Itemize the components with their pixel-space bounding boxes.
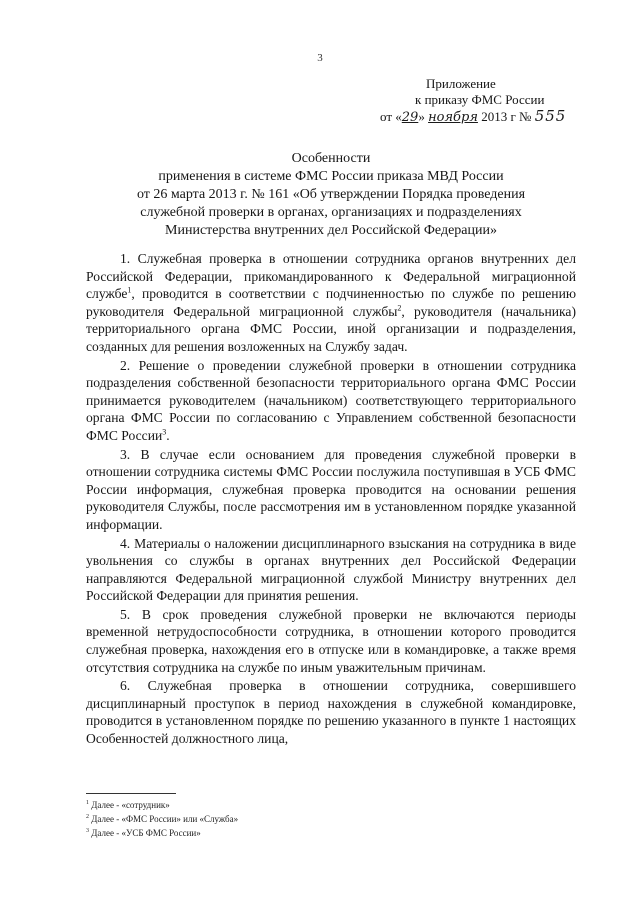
paragraph-text: 1. Служебная проверка в отношении сотрудника органов внутренних дел Российской Федерации, прикомандированного к Федеральной миграционной службе: [86, 251, 576, 302]
date-separator: »: [418, 109, 425, 124]
page-number: 3: [317, 52, 323, 64]
handwritten-month: ноября: [428, 110, 478, 125]
title-line: Министерства внутренних дел Российской Федерации»: [165, 223, 497, 238]
paragraph-text: 5. В срок проведения служебной проверки не включаются периоды временной нетрудоспособности сотрудника, в отношении которого проводится служебная проверка, нахождения его в отпуске или в командировке, а также время отсутствия сотрудника на службе по иным уважительным причинам.: [86, 606, 576, 675]
title-line: служебной проверки в органах, организациях и подразделениях: [140, 205, 522, 220]
paragraph-text: , руководителя (начальника) территориального органа ФМС России, иной организации и подразделения, созданных для решения возложенных на Службу задач.: [86, 303, 576, 354]
paragraph-5: [86, 606, 576, 676]
paragraph-4: [86, 535, 576, 605]
paragraph-text: 3. В случае если основанием для проведения служебной проверки в отношении сотрудника системы ФМС России послужила поступившая в УСБ ФМС России информация, служебная проверка проводится на основании решения руководителя Службы, после рассмотрения им в установленном порядке указанной информации.: [86, 446, 576, 532]
handwritten-day: 29: [401, 110, 419, 125]
appendix-date-line: [380, 108, 600, 126]
paragraph-6: [86, 677, 576, 747]
appendix-header: [380, 76, 600, 126]
footnote-text: Далее - «ФМС России» или «Служба»: [91, 814, 239, 824]
footnote-ref: 3: [162, 427, 167, 437]
footnote-divider: [86, 793, 176, 794]
paragraph-text: 2. Решение о проведении служебной проверки в отношении сотрудника подразделения собственной безопасности территориального органа ФМС России принимается руководителем (начальником) соответствующего территориального органа ФМС России по согласованию с Управлением собственной безопасности ФМС России: [86, 357, 576, 443]
footnote-2: [86, 811, 386, 825]
document-title: [86, 150, 576, 240]
appendix-order-ref: к приказу ФМС России: [415, 92, 545, 107]
footnote-text: Далее - «сотрудник»: [91, 800, 170, 810]
paragraph-text: 4. Материалы о наложении дисциплинарного взыскания на сотрудника в виде увольнения со службы в органах внутренних дел Российской Федерации направляются Федеральной миграционной службой Министру внутренних дел Российской Федерации для принятия решения.: [86, 535, 576, 604]
paragraph-text: 6. Служебная проверка в отношении сотрудника, совершившего дисциплинарный проступок в период нахождения в служебной командировке, проводится в установленном порядке по решению указанного в пункте 1 настоящих Особенностей должностного лица,: [86, 678, 576, 747]
paragraph-text: , проводится в соответствии с подчиненностью по службе по решению руководителя Федеральной миграционной службы: [86, 286, 576, 319]
paragraph-text: .: [166, 427, 170, 443]
footnote-ref: 1: [127, 285, 132, 295]
handwritten-number: 555: [534, 107, 567, 125]
footnote-mark: 3: [86, 828, 89, 834]
paragraph-3: [86, 446, 576, 534]
footnote-1: [86, 797, 386, 811]
footnote-mark: 1: [86, 800, 89, 806]
date-prefix: от «: [380, 109, 402, 124]
date-year: 2013 г: [481, 109, 516, 124]
footnote-ref: 2: [397, 303, 402, 313]
title-line: Особенности: [291, 151, 371, 166]
footnotes: [86, 797, 386, 839]
number-label: №: [519, 109, 532, 124]
footnote-3: [86, 825, 386, 839]
footnote-mark: 2: [86, 814, 89, 820]
footnote-text: Далее - «УСБ ФМС России»: [91, 828, 201, 838]
title-line: от 26 марта 2013 г. № 161 «Об утверждении Порядка проведения: [136, 187, 526, 202]
title-line: применения в системе ФМС России приказа МВД России: [158, 169, 504, 184]
document-body: [86, 250, 576, 749]
paragraph-2: [86, 357, 576, 445]
appendix-label: Приложение: [426, 76, 496, 91]
paragraph-1: [86, 250, 576, 356]
